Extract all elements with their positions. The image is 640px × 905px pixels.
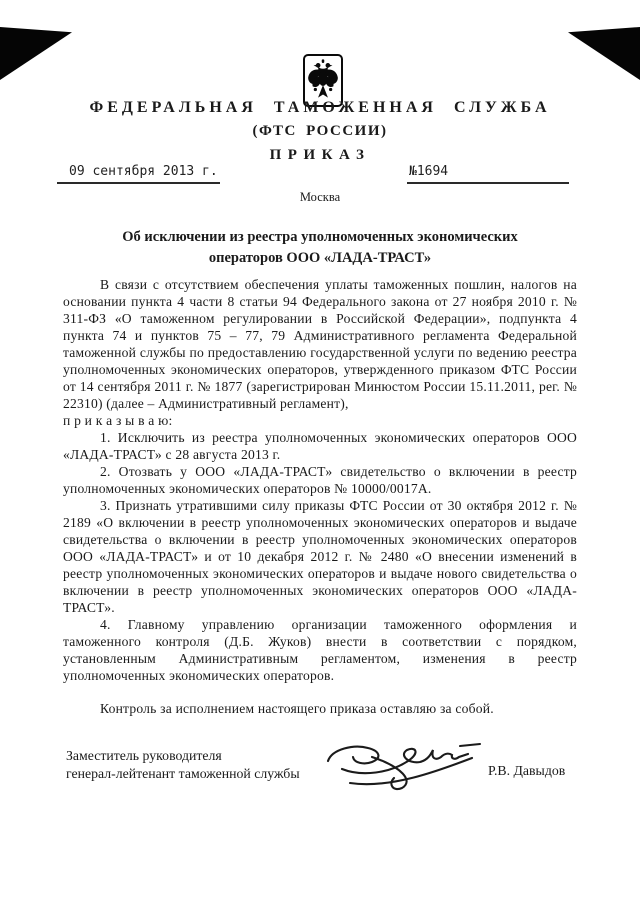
handwritten-signature [320,737,488,795]
decree-word: п р и к а з ы в а ю: [63,413,173,428]
order-item-4: 4. Главному управлению организации таможенного оформления и таможенного контроля (Д.Б. Жуков) внести в соответствии с порядком, установленным Административным регламентом, изменения в реестр уполномоченных экономических операторов. [63,617,577,683]
document-number-value: №1694 [409,164,449,179]
date-value: 09 сентября 2013 г. [69,164,218,179]
order-item-1: 1. Исключить из реестра уполномоченных экономических операторов ООО «ЛАДА-ТРАСТ» с 28 августа 2013 г. [63,430,577,462]
org-name: ФЕДЕРАЛЬНАЯ ТАМОЖЕННАЯ СЛУЖБА [89,99,551,116]
document-body [63,276,577,717]
scan-artifact-top-left [0,27,72,80]
signer-name: Р.В. Давыдов [488,763,566,778]
order-item-2: 2. Отозвать у ООО «ЛАДА-ТРАСТ» свидетельство о включении в реестр уполномоченных экономических операторов № 10000/0017А. [63,464,577,496]
org-short-name: (ФТС РОССИИ) [252,123,388,139]
document-type-heading: ПРИКАЗ [269,147,371,163]
preamble-paragraph: В связи с отсутствием обеспечения уплаты таможенных пошлин, налогов на основании пункта 4 части 8 статьи 94 Федерального закона от 27 ноября 2010 г. № 311-ФЗ «О таможенном регулировании в Российской Федерации», подпункта 4 пункта 74 и пунктов 75 – 77, 79 Административного регламента Федеральной таможенной службы по предоставлению государственной услуги по ведению реестра уполномоченных экономических операторов, утвержденного приказом ФТС России от 14 сентября 2011 г. № 1877 (зарегистрирован Минюстом России 15.11.2011, рег. № 22310) (далее – Административный регламент), [63,277,577,411]
signer-position-line1: Заместитель руководителя [66,748,222,763]
scan-artifact-top-right [568,27,640,80]
date-field [57,164,220,184]
control-clause: Контроль за исполнением настоящего приказа оставляю за собой. [100,701,494,716]
double-headed-eagle-icon [305,56,341,105]
document-number-field [407,164,569,184]
document-title: Об исключении из реестра уполномоченных экономических операторов ООО «ЛАДА-ТРАСТ» [122,229,518,266]
order-item-3: 3. Признать утратившими силу приказы ФТС России от 30 октября 2012 г. № 2189 «О включении в реестр уполномоченных экономических операторов и выдаче свидетельства о включении в реестр уполномоченных экономических операторов ООО «ЛАДА-ТРАСТ» и от 10 декабря 2012 г. № 2480 «О внесении изменений в реестр уполномоченных экономических операторов и выдаче нового свидетельства о включении в реестр уполномоченных экономических операторов ООО «ЛАДА-ТРАСТ». [63,498,577,615]
signer-position-line2: генерал-лейтенант таможенной службы [66,766,300,781]
city-label: Москва [299,190,341,204]
signer-position [66,747,300,783]
